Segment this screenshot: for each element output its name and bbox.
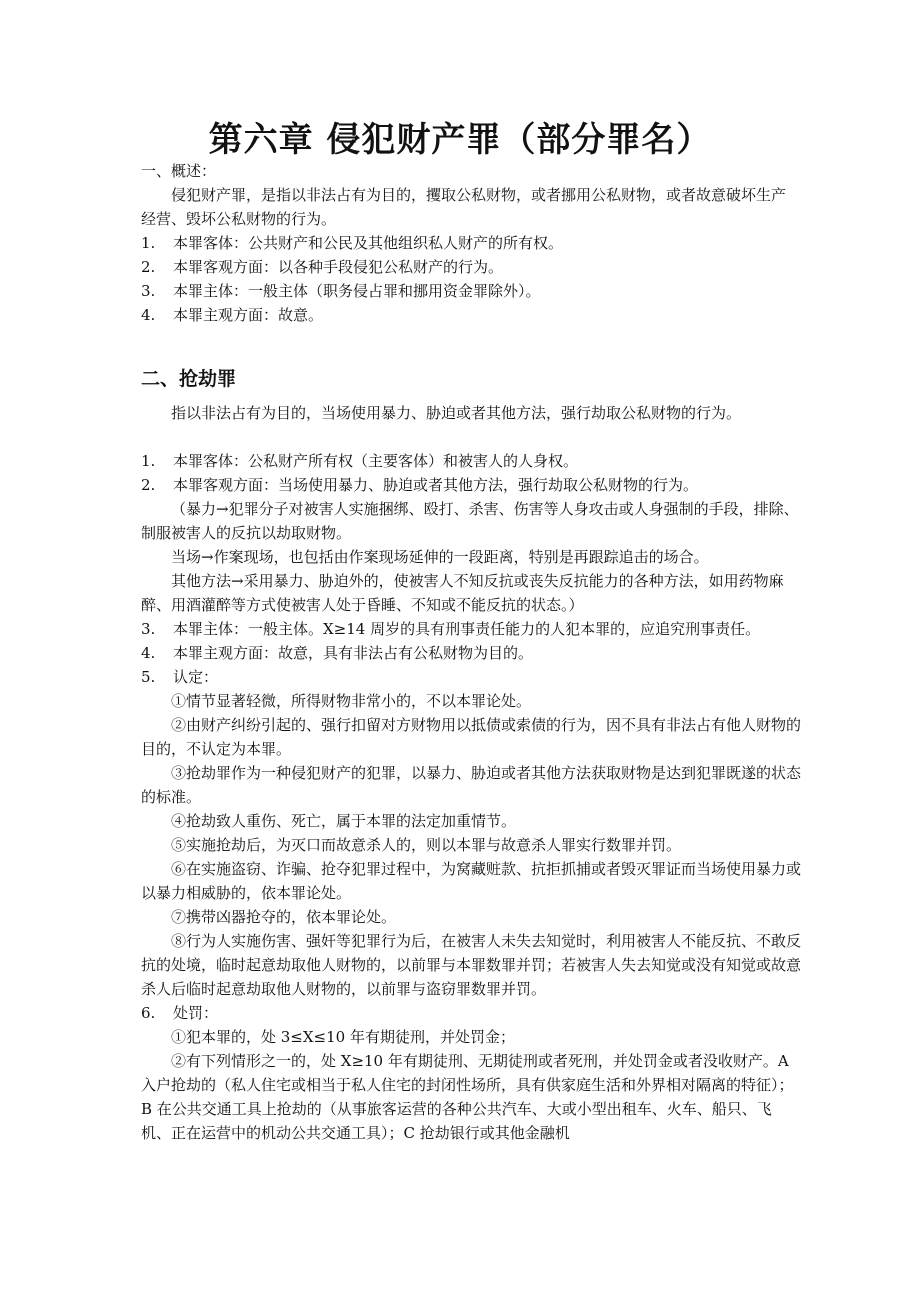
robbery-definition: 指以非法占有为目的，当场使用暴力、胁迫或者其他方法，强行劫取公私财物的行为。: [171, 404, 742, 422]
item-text: 本罪客体：公共财产和公民及其他组织私人财产的所有权。: [173, 234, 564, 252]
note-other-methods: 其他方法→采用暴力、胁迫外的，使被害人不知反抗或丧失反抗能力的各种方法，如用药物麻醉、用酒灌醉等方式使被害人处于昏睡、不知或不能反抗的状态。）: [141, 572, 784, 614]
determination-point: ⑦携带凶器抢夺的，依本罪论处。: [171, 908, 397, 926]
item-number: 1.: [141, 234, 156, 252]
overview-item: [141, 303, 791, 327]
item-text: 本罪客观方面：以各种手段侵犯公私财产的行为。: [173, 258, 504, 276]
item-number: 3.: [141, 282, 156, 300]
robbery-item-4: [141, 641, 801, 665]
item-number: 2.: [141, 476, 156, 494]
robbery-item-2: [141, 473, 801, 497]
item-number: 4.: [141, 644, 156, 662]
item-text: 本罪客体：公私财产所有权（主要客体）和被害人的人身权。: [173, 452, 579, 470]
item-text: 本罪客观方面：当场使用暴力、胁迫或者其他方法，强行劫取公私财物的行为。: [173, 476, 699, 494]
note-violence: （暴力→犯罪分子对被害人实施捆绑、殴打、杀害、伤害等人身攻击或人身强制的手段，排除、制服被害人的反抗以劫取财物。: [141, 500, 799, 542]
overview-heading: 一、概述：: [141, 162, 217, 180]
punishment-point: ②有下列情形之一的，处 X≥10 年有期徒刑、无期徒刑或者死刑，并处罚金或者没收财产。A 入户抢劫的（私人住宅或相当于私人住宅的封闭性场所，具有供家庭生活和外界相对隔离的特征）；B 在公共交通工具上抢劫的（从事旅客运营的各种公共汽车、大或小型出租车、火车、船只、飞机、正在运营中的机动公共交通工具）；C 抢劫银行或其他金融机: [141, 1052, 794, 1142]
item-text: 处罚：: [173, 1004, 219, 1022]
robbery-body: [141, 401, 801, 1145]
determination-point: ⑥在实施盗窃、诈骗、抢夺犯罪过程中，为窝藏赃款、抗拒抓捕或者毁灭罪证而当场使用暴力或以暴力相威胁的，依本罪论处。: [141, 860, 802, 902]
determination-point: ③抢劫罪作为一种侵犯财产的犯罪，以暴力、胁迫或者其他方法获取财物是达到犯罪既遂的状态的标准。: [141, 764, 802, 806]
overview-intro: 侵犯财产罪，是指以非法占有为目的，攫取公私财物，或者挪用公私财物，或者故意破坏生产经营、毁坏公私财物的行为。: [141, 186, 787, 228]
robbery-item-1: [141, 449, 801, 473]
item-number: 6.: [141, 1004, 156, 1022]
item-text: 本罪主观方面：故意，具有非法占有公私财物为目的。: [173, 644, 534, 662]
item-text: 本罪主体：一般主体。X≥14 周岁的具有刑事责任能力的人犯本罪的，应追究刑事责任。: [173, 620, 761, 638]
overview-item: [141, 279, 791, 303]
item-number: 4.: [141, 306, 156, 324]
item-text: 本罪主体：一般主体（职务侵占罪和挪用资金罪除外）。: [173, 282, 541, 300]
determination-point: ④抢劫致人重伤、死亡，属于本罪的法定加重情节。: [171, 812, 517, 830]
overview-item: [141, 255, 791, 279]
determination-point: ①情节显著轻微，所得财物非常小的，不以本罪论处。: [171, 692, 532, 710]
chapter-title: 第六章 侵犯财产罪（部分罪名）: [208, 120, 712, 160]
note-onsite: 当场→作案现场，也包括由作案现场延伸的一段距离，特别是再跟踪追击的场合。: [171, 548, 709, 566]
robbery-item-6: [141, 1001, 801, 1025]
item-number: 3.: [141, 620, 156, 638]
robbery-heading: 二、抢劫罪: [141, 368, 237, 390]
item-text: 认定：: [173, 668, 219, 686]
item-number: 5.: [141, 668, 156, 686]
robbery-item-3: [141, 617, 801, 641]
robbery-item-5: [141, 665, 801, 689]
item-number: 1.: [141, 452, 156, 470]
determination-point: ⑤实施抢劫后，为灭口而故意杀人的，则以本罪与故意杀人罪实行数罪并罚。: [171, 836, 682, 854]
determination-point: ⑧行为人实施伤害、强奸等犯罪行为后，在被害人未失去知觉时，利用被害人不能反抗、不敢反抗的处境，临时起意劫取他人财物的，以前罪与本罪数罪并罚；若被害人失去知觉或没有知觉或故意杀人后临时起意劫取他人财物的，以前罪与盗窃罪数罪并罚。: [141, 932, 802, 998]
item-number: 2.: [141, 258, 156, 276]
overview-body: [141, 183, 791, 327]
determination-point: ②由财产纠纷引起的、强行扣留对方财物用以抵债或索债的行为，因不具有非法占有他人财物的目的，不认定为本罪。: [141, 716, 802, 758]
punishment-point: ①犯本罪的，处 3≤X≤10 年有期徒刑，并处罚金；: [171, 1028, 515, 1046]
item-text: 本罪主观方面：故意。: [173, 306, 324, 324]
overview-item: [141, 231, 791, 255]
